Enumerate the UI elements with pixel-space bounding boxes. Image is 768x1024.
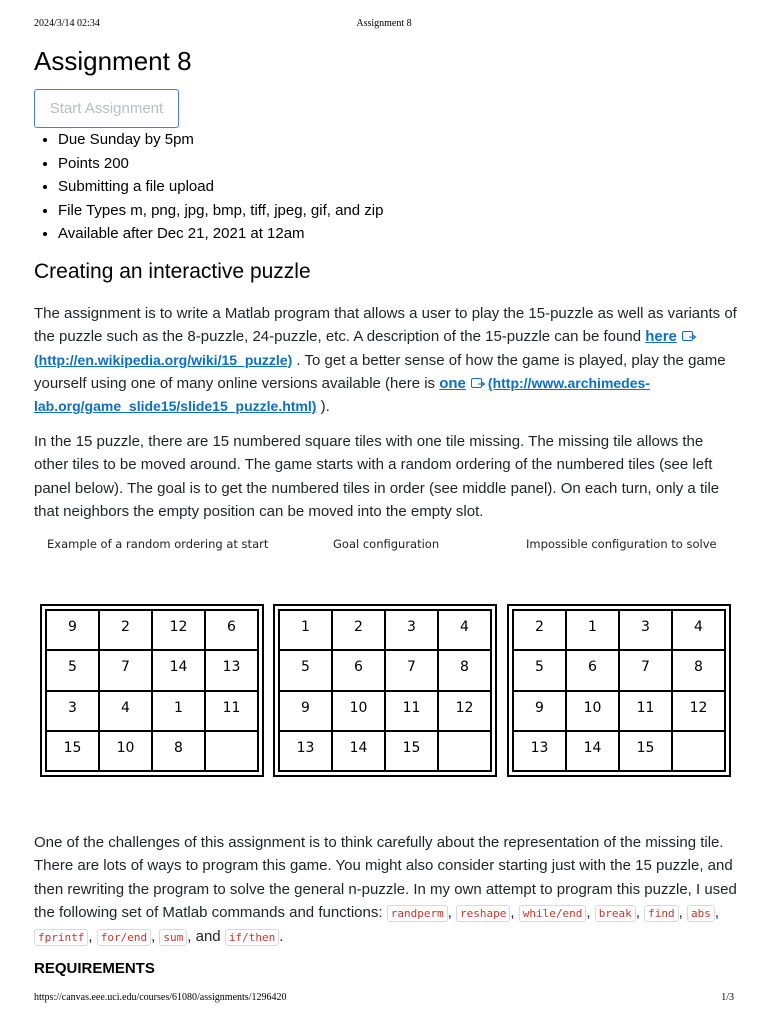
archimedes-link-text: one [439,374,466,392]
keyword-code: find [644,905,679,922]
wikipedia-url-text: (http://en.wikipedia.org/wiki/15_puzzle) [34,351,293,368]
caption-goal: Goal configuration [333,537,440,551]
puzzle-tile: 12 [672,691,725,731]
challenges-text: One of the challenges of this assignment is to think carefully about the representation of the missing tile. There are lots of ways to program this game. You might also consider starting just with the 15 puzzle, and then rewriting the program to solve the general n-puzzle. In my own attempt to program this puzzle, I used the following set of Matlab commands and functions: [34,834,737,921]
puzzle-tile: 13 [205,650,258,690]
puzzle-tile: 15 [619,731,672,771]
archimedes-url-text: (http://www.archimedes-lab.org/game_slide15/slide15_puzzle.html) [34,374,650,415]
and-text: and [191,928,225,946]
puzzle-tile: 13 [279,731,332,771]
start-assignment-button[interactable]: Start Assignment [34,89,179,128]
puzzle-tile: 1 [566,610,619,650]
puzzle-tile: 11 [385,691,438,731]
puzzle-tile: 9 [279,691,332,731]
puzzle-tile [672,731,725,771]
wikipedia-url-link[interactable] [34,352,292,368]
keyword-code: for/end [97,929,151,946]
puzzle-tile: 7 [385,650,438,690]
archimedes-link[interactable] [439,375,466,392]
section-title: Creating an interactive puzzle [34,260,311,283]
puzzle-tile: 4 [672,610,725,650]
puzzle-tile: 8 [152,731,205,771]
detail-points: • Points 200 [58,152,383,176]
print-date: 2024/3/14 02:34 [34,18,100,29]
puzzle-impossible [507,604,731,777]
intro-text-1: The assignment is to write a Matlab program that allows a user to play the 15-puzzle as well as variants of the puzzle such as the 8-puzzle, 24-puzzle, etc. A description of the 15-puzzle can be found [34,305,737,346]
wikipedia-link[interactable] [645,328,677,345]
keyword-code: abs [687,905,715,922]
puzzle-tile: 14 [152,650,205,690]
assignment-details-list [34,128,383,246]
print-footer [34,992,734,1006]
detail-file-types: • File Types m, png, jpg, bmp, tiff, jpeg, gif, and zip [58,199,383,223]
puzzle-tile: 12 [438,691,491,731]
requirements-heading: REQUIREMENTS [34,960,155,977]
puzzle-tile: 5 [279,650,332,690]
puzzle-tile: 6 [566,650,619,690]
intro-text-3: ). [316,398,330,416]
puzzle-tile: 1 [279,610,332,650]
puzzle-tile: 3 [385,610,438,650]
print-page-number: 1/3 [721,992,734,1003]
external-link-icon [471,378,486,389]
puzzle-tile: 13 [513,731,566,771]
puzzle-tile: 9 [513,691,566,731]
puzzle-tile: 14 [566,731,619,771]
puzzle-tile [438,731,491,771]
caption-impossible: Impossible configuration to solve [526,537,717,551]
intro-paragraph [34,302,739,418]
puzzle-tile: 11 [619,691,672,731]
puzzle-tile: 6 [205,610,258,650]
puzzle-goal [273,604,497,777]
puzzle-tile: 5 [46,650,99,690]
keyword-code: reshape [456,905,510,922]
detail-available: • Available after Dec 21, 2021 at 12am [58,222,383,246]
puzzle-tile: 3 [619,610,672,650]
keyword-code: break [595,905,636,922]
puzzle-tile: 15 [46,731,99,771]
end-text: . [279,928,284,946]
puzzle-tile: 11 [205,691,258,731]
puzzle-tile: 10 [332,691,385,731]
puzzle-tile: 9 [46,610,99,650]
wikipedia-link-text: here [645,328,677,346]
page-title: Assignment 8 [34,46,192,76]
keyword-code: fprintf [34,929,88,946]
print-url: https://canvas.eee.uci.edu/courses/61080/assignments/1296420 [34,992,287,1003]
challenges-paragraph: One of the challenges of this assignment is to think carefully about the representation of the missing tile. There are lots of ways to program this game. You might also consider starting just with the 15 puzzle, and then rewriting the program to solve the general n-puzzle. In my own attempt to program this puzzle, I used the following set of Matlab commands and functions: randperm , reshape , while/end , break , find , abs , fprintf , for/end , sum , and if/then . [34,834,737,946]
intro-text-2: . To get a better sense of how the game is played, play the game yourself using one of many online versions available (here is [34,351,726,392]
puzzle-tile: 8 [438,650,491,690]
puzzle-tile: 10 [566,691,619,731]
puzzle-tile: 2 [513,610,566,650]
rules-paragraph: In the 15 puzzle, there are 15 numbered square tiles with one tile missing. The missing tile allows the other tiles to be moved around. The game starts with a random ordering of the numbered tiles (see left panel below). The goal is to get the numbered tiles in order (see middle panel). On each turn, only a tile that neighbors the empty position can be moved into the empty slot. [34,433,720,520]
puzzle-tile: 14 [332,731,385,771]
print-title: Assignment 8 [356,18,412,29]
keyword-code: if/then [225,929,279,946]
puzzle-tile: 12 [152,610,205,650]
keyword-code: sum [159,929,187,946]
puzzle-tile: 5 [513,650,566,690]
puzzle-tile: 6 [332,650,385,690]
puzzle-tile: 3 [46,691,99,731]
puzzle-tile: 8 [672,650,725,690]
puzzle-tile [205,731,258,771]
puzzle-tile: 2 [332,610,385,650]
puzzle-tile: 4 [438,610,491,650]
print-header [34,18,734,32]
puzzle-tile: 7 [619,650,672,690]
puzzle-tile: 1 [152,691,205,731]
puzzle-tile: 10 [99,731,152,771]
caption-random: Example of a random ordering at start [47,537,269,551]
detail-due: • Due Sunday by 5pm [58,128,383,152]
puzzle-tile: 2 [99,610,152,650]
puzzle-random [40,604,264,777]
keyword-code: while/end [519,905,587,922]
external-link-icon [682,331,697,342]
puzzle-tile: 4 [99,691,152,731]
keyword-code: randperm [387,905,448,922]
puzzle-tile: 15 [385,731,438,771]
detail-submission-type: • Submitting a file upload [58,175,383,199]
puzzle-tile: 7 [99,650,152,690]
